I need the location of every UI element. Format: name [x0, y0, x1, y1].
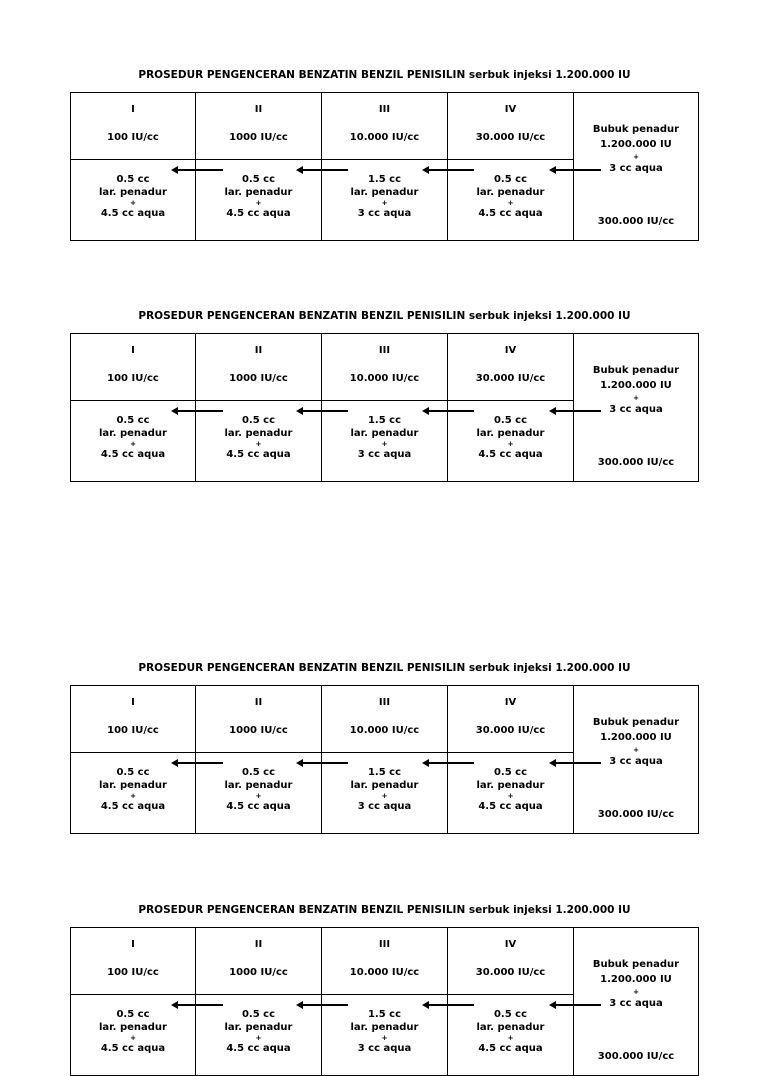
water-text: 3 cc aqua: [357, 449, 412, 460]
dilution-table: [70, 927, 699, 1076]
concentration-label: 10.000 IU/cc: [349, 967, 420, 978]
stock-column: [574, 928, 698, 1075]
step-number: III: [378, 345, 391, 356]
amount-text: 1.5 cc: [367, 174, 402, 185]
left-arrow-icon: [555, 410, 601, 412]
stock-column: [574, 93, 698, 240]
dilution-table: [70, 333, 699, 482]
plus-sign: +: [130, 1034, 136, 1042]
stock-water-label: 3 cc aqua: [609, 756, 663, 767]
plus-sign: +: [255, 440, 262, 448]
procedure-title: PROSEDUR PENGENCERAN BENZATIN BENZIL PENISILIN serbuk injeksi 1.200.000 IU: [138, 69, 631, 81]
column-header: [196, 686, 321, 753]
left-arrow-icon: [302, 410, 348, 412]
concentration-label: 100 IU/cc: [107, 132, 159, 143]
plus-sign: +: [633, 153, 639, 161]
column-header: [448, 686, 573, 753]
water-text: 4.5 cc aqua: [478, 208, 543, 219]
amount-text: 0.5 cc: [241, 767, 276, 778]
plus-sign: +: [381, 199, 388, 207]
stock-powder-label: Bubuk penadur: [592, 124, 680, 135]
step-number: II: [254, 697, 263, 708]
stock-concentration: 300.000 IU/cc: [597, 1051, 675, 1062]
plus-sign: +: [130, 199, 136, 207]
column-header: [322, 686, 447, 753]
concentration-label: 1000 IU/cc: [229, 373, 288, 384]
solvent-text: lar. penadur: [476, 187, 545, 198]
plus-sign: +: [130, 792, 136, 800]
left-arrow-icon: [302, 169, 348, 171]
dilution-column: [196, 686, 322, 833]
plus-sign: +: [633, 394, 639, 402]
solvent-text: lar. penadur: [99, 1022, 167, 1033]
plus-sign: +: [381, 792, 388, 800]
step-number: II: [254, 939, 263, 950]
step-number: III: [378, 939, 391, 950]
column-header: [322, 334, 447, 401]
concentration-label: 10.000 IU/cc: [349, 373, 420, 384]
amount-text: 0.5 cc: [116, 415, 150, 426]
left-arrow-icon: [428, 1004, 474, 1006]
water-text: 4.5 cc aqua: [226, 801, 291, 812]
plus-sign: +: [255, 792, 262, 800]
left-arrow-icon: [302, 762, 348, 764]
solvent-text: lar. penadur: [224, 780, 293, 791]
step-number: II: [254, 104, 263, 115]
mix-instructions: [322, 414, 447, 461]
concentration-label: 100 IU/cc: [107, 967, 159, 978]
column-header: [71, 928, 195, 995]
mix-instructions: [448, 1008, 573, 1055]
concentration-label: 100 IU/cc: [107, 373, 159, 384]
mix-instructions: [71, 1008, 195, 1055]
water-text: 4.5 cc aqua: [226, 449, 291, 460]
column-header: [322, 928, 447, 995]
stock-water-label: 3 cc aqua: [609, 163, 663, 174]
step-number: I: [131, 104, 135, 115]
solvent-text: lar. penadur: [99, 187, 167, 198]
step-number: IV: [504, 104, 517, 115]
plus-sign: +: [255, 1034, 262, 1042]
concentration-label: 100 IU/cc: [107, 725, 159, 736]
water-text: 4.5 cc aqua: [478, 801, 543, 812]
column-header: [71, 686, 195, 753]
column-header: [196, 334, 321, 401]
concentration-label: 30.000 IU/cc: [475, 373, 546, 384]
column-header: [71, 93, 195, 160]
solvent-text: lar. penadur: [350, 780, 419, 791]
stock-powder-label: Bubuk penadur: [592, 365, 680, 376]
step-number: I: [131, 939, 135, 950]
stock-column: [574, 334, 698, 481]
amount-text: 0.5 cc: [493, 1009, 528, 1020]
mix-instructions: [448, 414, 573, 461]
plus-sign: +: [507, 199, 514, 207]
plus-sign: +: [381, 1034, 388, 1042]
water-text: 4.5 cc aqua: [478, 1043, 543, 1054]
amount-text: 0.5 cc: [493, 174, 528, 185]
solvent-text: lar. penadur: [350, 187, 419, 198]
water-text: 4.5 cc aqua: [100, 449, 166, 460]
stock-dose-label: 1.200.000 IU: [600, 138, 672, 150]
solvent-text: lar. penadur: [99, 780, 167, 791]
mix-instructions: [448, 766, 573, 813]
mix-instructions: [71, 766, 195, 813]
stock-column: [574, 686, 698, 833]
amount-text: 0.5 cc: [116, 174, 150, 185]
water-text: 3 cc aqua: [357, 801, 412, 812]
solvent-text: lar. penadur: [476, 428, 545, 439]
amount-text: 0.5 cc: [241, 174, 276, 185]
step-number: IV: [504, 345, 517, 356]
left-arrow-icon: [177, 762, 223, 764]
procedure-title: PROSEDUR PENGENCERAN BENZATIN BENZIL PENISILIN serbuk injeksi 1.200.000 IU: [138, 662, 631, 674]
stock-concentration: 300.000 IU/cc: [597, 457, 675, 468]
solvent-text: lar. penadur: [224, 187, 293, 198]
mix-instructions: [196, 173, 321, 220]
amount-text: 1.5 cc: [367, 415, 402, 426]
stock-dose-label: 1.200.000 IU: [600, 379, 672, 391]
concentration-label: 30.000 IU/cc: [475, 725, 546, 736]
step-number: I: [131, 697, 135, 708]
concentration-label: 1000 IU/cc: [229, 725, 288, 736]
plus-sign: +: [130, 440, 136, 448]
procedure-title: PROSEDUR PENGENCERAN BENZATIN BENZIL PENISILIN serbuk injeksi 1.200.000 IU: [138, 904, 631, 916]
water-text: 3 cc aqua: [357, 208, 412, 219]
plus-sign: +: [255, 199, 262, 207]
dilution-column: [196, 928, 322, 1075]
mix-instructions: [448, 173, 573, 220]
mix-instructions: [196, 1008, 321, 1055]
mix-instructions: [71, 414, 195, 461]
left-arrow-icon: [555, 762, 601, 764]
procedure-title: PROSEDUR PENGENCERAN BENZATIN BENZIL PENISILIN serbuk injeksi 1.200.000 IU: [138, 310, 631, 322]
concentration-label: 10.000 IU/cc: [349, 132, 420, 143]
solvent-text: lar. penadur: [224, 428, 293, 439]
column-header: [448, 928, 573, 995]
stock-dose-label: 1.200.000 IU: [600, 731, 672, 743]
left-arrow-icon: [555, 1004, 601, 1006]
amount-text: 0.5 cc: [493, 767, 528, 778]
plus-sign: +: [507, 792, 514, 800]
dilution-column: [322, 928, 448, 1075]
dilution-column: [196, 334, 322, 481]
column-header: [448, 334, 573, 401]
plus-sign: +: [507, 1034, 514, 1042]
concentration-label: 1000 IU/cc: [229, 967, 288, 978]
amount-text: 0.5 cc: [493, 415, 528, 426]
mix-instructions: [196, 766, 321, 813]
solvent-text: lar. penadur: [476, 780, 545, 791]
water-text: 3 cc aqua: [357, 1043, 412, 1054]
left-arrow-icon: [302, 1004, 348, 1006]
dilution-column: [322, 93, 448, 240]
stock-powder-label: Bubuk penadur: [592, 959, 680, 970]
amount-text: 0.5 cc: [241, 415, 276, 426]
mix-instructions: [322, 766, 447, 813]
mix-instructions: [322, 1008, 447, 1055]
column-header: [448, 93, 573, 160]
left-arrow-icon: [428, 169, 474, 171]
concentration-label: 1000 IU/cc: [229, 132, 288, 143]
step-number: III: [378, 697, 391, 708]
stock-water-label: 3 cc aqua: [609, 998, 663, 1009]
water-text: 4.5 cc aqua: [226, 208, 291, 219]
plus-sign: +: [381, 440, 388, 448]
water-text: 4.5 cc aqua: [100, 1043, 166, 1054]
amount-text: 1.5 cc: [367, 767, 402, 778]
stock-concentration: 300.000 IU/cc: [597, 809, 675, 820]
water-text: 4.5 cc aqua: [226, 1043, 291, 1054]
dilution-table: [70, 685, 699, 834]
mix-instructions: [71, 173, 195, 220]
plus-sign: +: [633, 988, 639, 996]
left-arrow-icon: [555, 169, 601, 171]
mix-instructions: [196, 414, 321, 461]
concentration-label: 10.000 IU/cc: [349, 725, 420, 736]
stock-water-label: 3 cc aqua: [609, 404, 663, 415]
left-arrow-icon: [177, 1004, 223, 1006]
left-arrow-icon: [177, 410, 223, 412]
amount-text: 0.5 cc: [116, 1009, 150, 1020]
column-header: [196, 928, 321, 995]
solvent-text: lar. penadur: [350, 1022, 419, 1033]
step-number: IV: [504, 939, 517, 950]
concentration-label: 30.000 IU/cc: [475, 967, 546, 978]
amount-text: 0.5 cc: [241, 1009, 276, 1020]
plus-sign: +: [507, 440, 514, 448]
left-arrow-icon: [428, 410, 474, 412]
water-text: 4.5 cc aqua: [100, 801, 166, 812]
dilution-table: [70, 92, 699, 241]
solvent-text: lar. penadur: [224, 1022, 293, 1033]
solvent-text: lar. penadur: [476, 1022, 545, 1033]
dilution-column: [196, 93, 322, 240]
water-text: 4.5 cc aqua: [478, 449, 543, 460]
solvent-text: lar. penadur: [350, 428, 419, 439]
amount-text: 1.5 cc: [367, 1009, 402, 1020]
dilution-column: [322, 334, 448, 481]
stock-concentration: 300.000 IU/cc: [597, 216, 675, 227]
amount-text: 0.5 cc: [116, 767, 150, 778]
left-arrow-icon: [428, 762, 474, 764]
step-number: II: [254, 345, 263, 356]
water-text: 4.5 cc aqua: [100, 208, 166, 219]
mix-instructions: [322, 173, 447, 220]
column-header: [71, 334, 195, 401]
stock-powder-label: Bubuk penadur: [592, 717, 680, 728]
stock-dose-label: 1.200.000 IU: [600, 973, 672, 985]
step-number: I: [131, 345, 135, 356]
column-header: [196, 93, 321, 160]
solvent-text: lar. penadur: [99, 428, 167, 439]
column-header: [322, 93, 447, 160]
left-arrow-icon: [177, 169, 223, 171]
step-number: III: [378, 104, 391, 115]
plus-sign: +: [633, 746, 639, 754]
step-number: IV: [504, 697, 517, 708]
concentration-label: 30.000 IU/cc: [475, 132, 546, 143]
dilution-column: [322, 686, 448, 833]
